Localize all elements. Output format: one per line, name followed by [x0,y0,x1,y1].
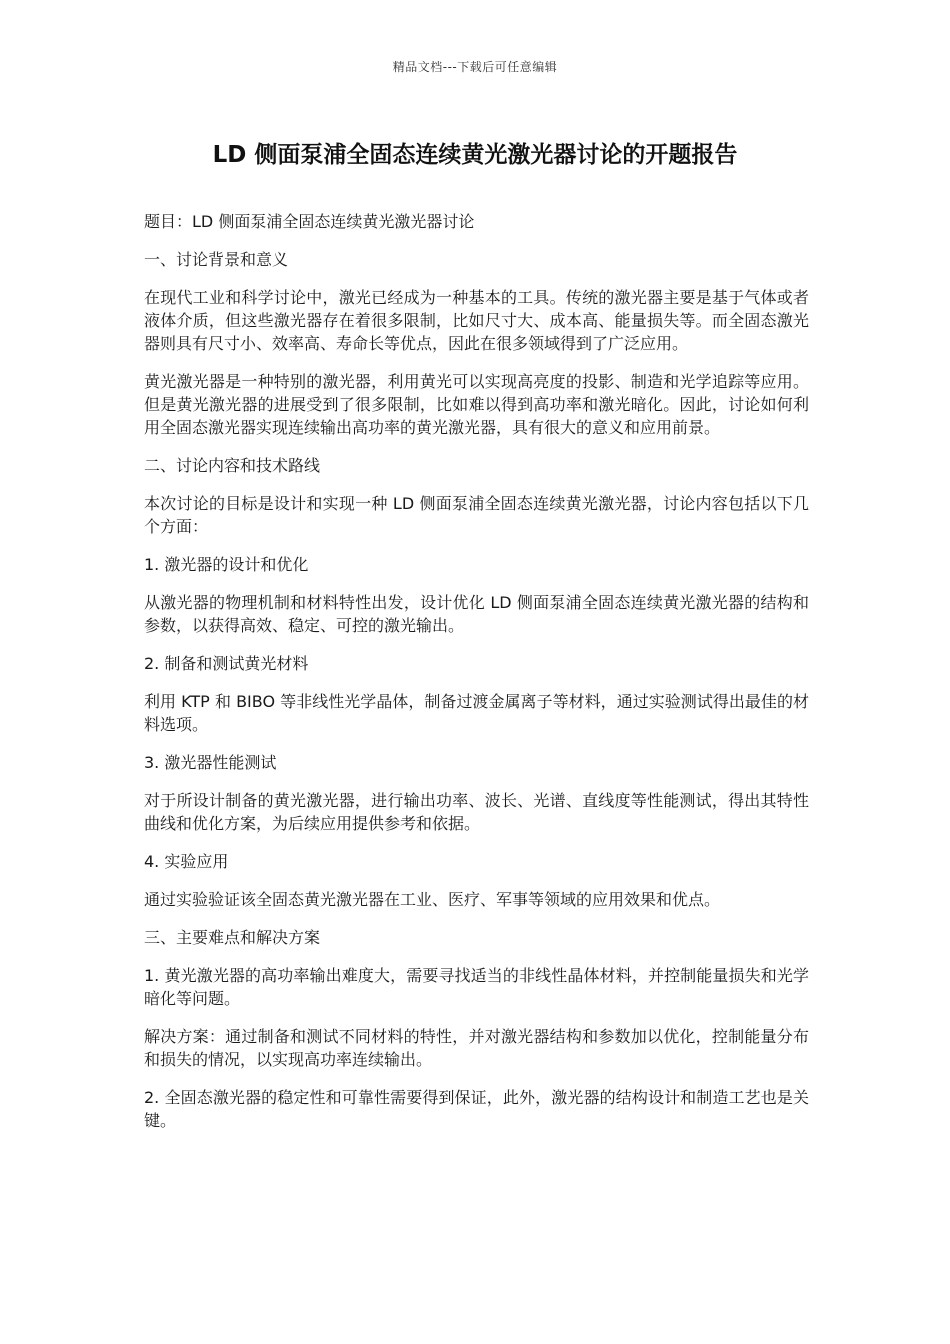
body-paragraph: 2. 全固态激光器的稳定性和可靠性需要得到保证，此外，激光器的结构设计和制造工艺也是关键。 [144,1088,809,1130]
document-body [144,210,809,1147]
body-paragraph: 黄光激光器是一种特别的激光器，利用黄光可以实现高亮度的投影、制造和光学追踪等应用。但是黄光激光器的进展受到了很多限制，比如难以得到高功率和激光暗化。因此，讨论如何利用全固态激光器实现连续输出高功率的黄光激光器，具有很大的意义和应用前景。 [144,372,809,437]
body-paragraph: 利用 KTP 和 BIBO 等非线性光学晶体，制备过渡金属离子等材料，通过实验测试得出最佳的材料选项。 [144,692,809,734]
section-heading-background: 一、讨论背景和意义 [144,250,289,269]
list-heading: 1. 激光器的设计和优化 [144,555,309,574]
body-paragraph: 从激光器的物理机制和材料特性出发，设计优化 LD 侧面泵浦全固态连续黄光激光器的结构和参数，以获得高效、稳定、可控的激光输出。 [144,593,809,635]
list-heading: 4. 实验应用 [144,852,229,871]
body-paragraph: 解决方案：通过制备和测试不同材料的特性，并对激光器结构和参数加以优化，控制能量分布和损失的情况，以实现高功率连续输出。 [144,1027,809,1069]
section-heading-difficulties: 三、主要难点和解决方案 [144,928,321,947]
section-heading-content: 二、讨论内容和技术路线 [144,456,321,475]
body-paragraph: 1. 黄光激光器的高功率输出难度大，需要寻找适当的非线性晶体材料，并控制能量损失和光学暗化等问题。 [144,966,809,1008]
body-paragraph: 对于所设计制备的黄光激光器，进行输出功率、波长、光谱、直线度等性能测试，得出其特性曲线和优化方案，为后续应用提供参考和依据。 [144,791,809,833]
body-paragraph: 在现代工业和科学讨论中，激光已经成为一种基本的工具。传统的激光器主要是基于气体或者液体介质，但这些激光器存在着很多限制，比如尺寸大、成本高、能量损失等。而全固态激光器则具有尺寸小、效率高、寿命长等优点，因此在很多领域得到了广泛应用。 [144,288,809,353]
list-heading: 3. 激光器性能测试 [144,753,277,772]
body-paragraph: 通过实验验证该全固态黄光激光器在工业、医疗、军事等领域的应用效果和优点。 [144,890,721,909]
header-note: 精品文档---下载后可任意编辑 [392,60,558,74]
topic-line: 题目：LD 侧面泵浦全固态连续黄光激光器讨论 [144,212,475,231]
body-paragraph: 本次讨论的目标是设计和实现一种 LD 侧面泵浦全固态连续黄光激光器，讨论内容包括以下几个方面： [144,494,809,536]
list-heading: 2. 制备和测试黄光材料 [144,654,309,673]
document-title: LD 侧面泵浦全固态连续黄光激光器讨论的开题报告 [212,142,738,168]
